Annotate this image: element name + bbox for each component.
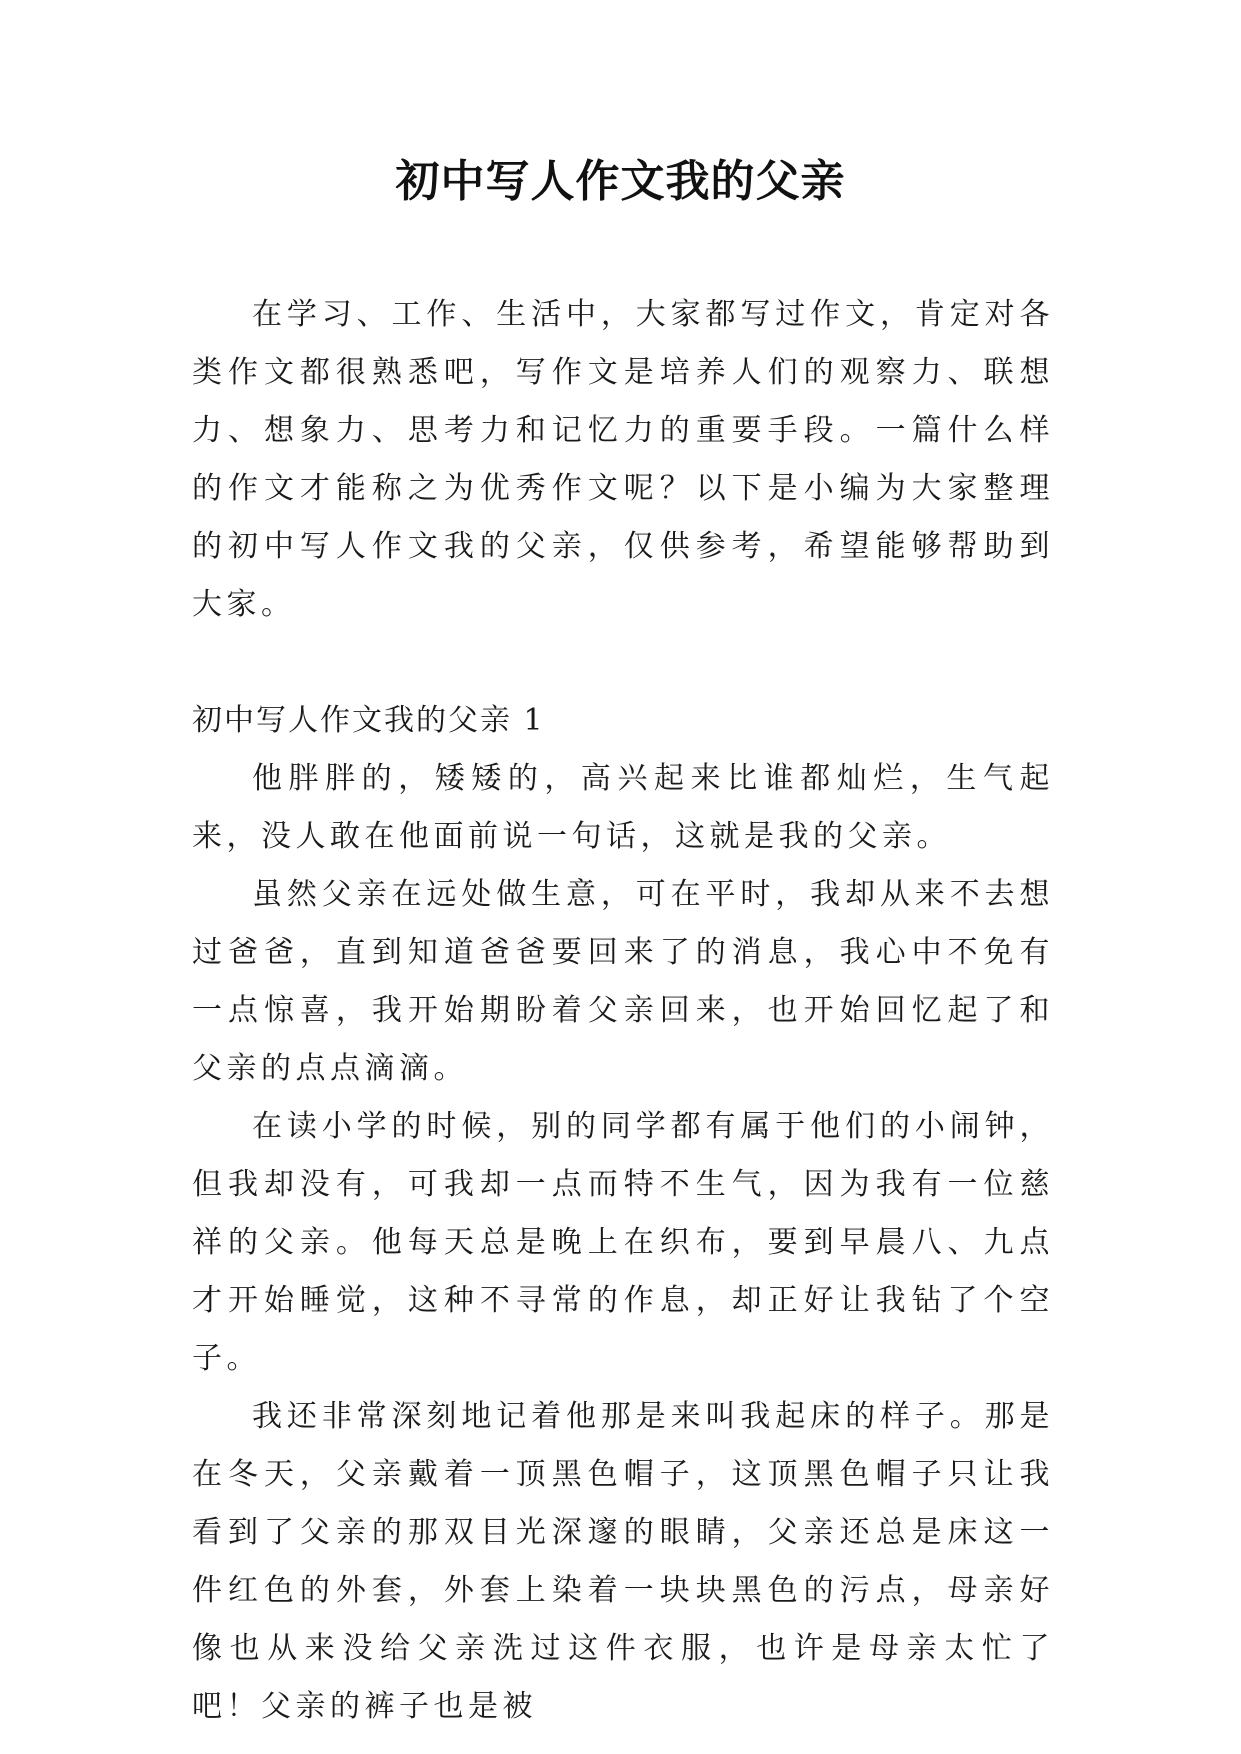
body-paragraph: 我还非常深刻地记着他那是来叫我起床的样子。那是在冬天，父亲戴着一顶黑色帽子，这顶黑色帽子只让我看到了父亲的那双目光深邃的眼睛，父亲还总是床这一件红色的外套，外套上染着一块块黑色的污点，母亲好像也从来没给父亲洗过这件衣服，也许是母亲太忙了吧！父亲的裤子也是被 xyxy=(192,1399,1054,1724)
intro-paragraph: 在学习、工作、生活中，大家都写过作文，肯定对各类作文都很熟悉吧，写作文是培养人们的观察力、联想力、想象力、思考力和记忆力的重要手段。一篇什么样的作文才能称之为优秀作文呢？以下是小编为大家整理的初中写人作文我的父亲，仅供参考，希望能够帮助到大家。 xyxy=(192,297,1054,622)
body-paragraph: 在读小学的时候，别的同学都有属于他们的小闹钟，但我却没有，可我却一点而特不生气，因为我有一位慈祥的父亲。他每天总是晚上在织布，要到早晨八、九点才开始睡觉，这种不寻常的作息，却正好让我钻了个空子。 xyxy=(192,1109,1054,1376)
section-heading: 初中写人作文我的父亲 1 xyxy=(192,703,545,738)
body-paragraph: 虽然父亲在远处做生意，可在平时，我却从来不去想过爸爸，直到知道爸爸要回来了的消息，我心中不免有一点惊喜，我开始期盼着父亲回来，也开始回忆起了和父亲的点点滴滴。 xyxy=(192,877,1054,1086)
document-body xyxy=(192,286,1054,1736)
body-paragraph: 他胖胖的，矮矮的，高兴起来比谁都灿烂，生气起来，没人敢在他面前说一句话，这就是我的父亲。 xyxy=(192,761,1054,854)
document-title: 初中写人作文我的父亲 xyxy=(395,156,846,207)
